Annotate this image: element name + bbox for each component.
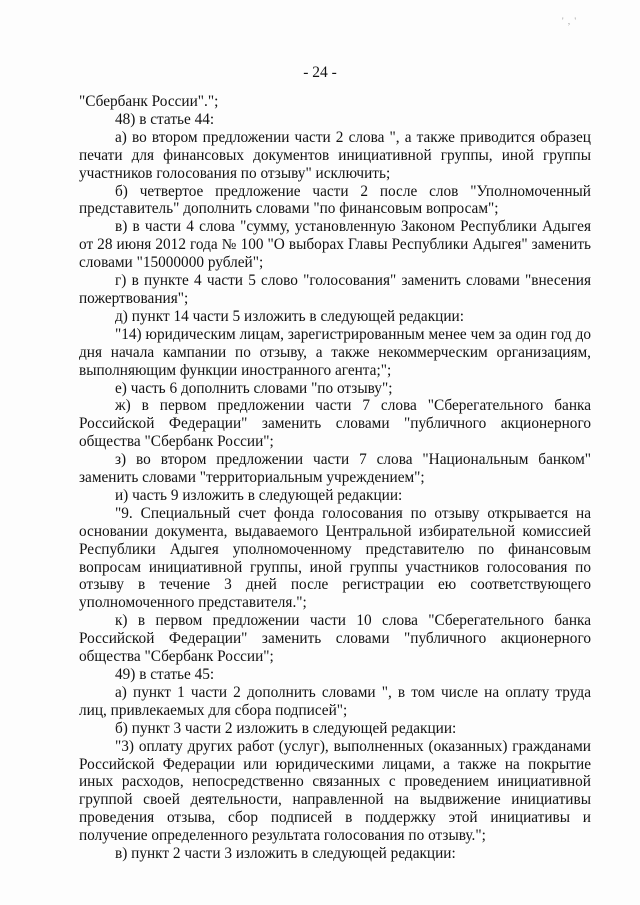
document-body <box>79 93 591 863</box>
paragraph: "9. Специальный счет фонда голосования по отзыву открывается на основании документа, выдаваемого Центральной избирательной комиссией Республики Адыгея уполномоченному представителю по финансовым вопросам инициативной группы, иной группы участников голосования по отзыву в течение 3 дней после регистрации ею соответствующего уполномоченного представителя."; <box>79 504 591 612</box>
paragraph: е) часть 6 дополнить словами "по отзыву"; <box>115 379 393 397</box>
paragraph: а) пункт 1 части 2 дополнить словами ", в том числе на оплату труда лиц, привлекаемых для сбора подписей"; <box>79 683 591 719</box>
paragraph: в) пункт 2 части 3 изложить в следующей редакции: <box>115 845 456 863</box>
paragraph: в) в части 4 слова "сумму, установленную Законом Республики Адыгея от 28 июня 2012 года № 100 "О выборах Главы Республики Адыгея" заменить словами "15000000 рублей"; <box>79 218 591 272</box>
paragraph: "Сбербанк России"."; <box>79 93 219 110</box>
paragraph: а) во втором предложении части 2 слова ", а также приводится образец печати для финансовых документов инициативной группы, иной группы участников голосования по отзыву" исключить; <box>79 128 591 182</box>
paragraph: 49) в статье 45: <box>115 666 215 683</box>
paragraph: з) во втором предложении части 7 слова "Национальным банком" заменить словами "территориальным учреждением"; <box>79 451 591 487</box>
paragraph: 48) в статье 44: <box>115 110 215 128</box>
paragraph: ж) в первом предложении части 7 слова "Сберегательного банка Российской Федерации" заменить словами "публичного акционерного общества "Сбербанк России"; <box>79 397 591 451</box>
paragraph: г) в пункте 4 части 5 слово "голосования" заменить словами "внесения пожертвования"; <box>79 272 591 307</box>
paragraph: и) часть 9 изложить в следующей редакции: <box>115 486 403 504</box>
paragraph: "3) оплату других работ (услуг), выполненных (оказанных) гражданами Российской Федерации или юридическими лицами, а также на покрытие иных расходов, непосредственно связанных с проведением инициативной группой своей деятельности, направленной на выдвижение инициативы проведения отзыва, сбор подписей в поддержку этой инициативы и получение определенного результата голосования по отзыву."; <box>79 737 591 845</box>
paragraph: "14) юридическим лицам, зарегистрированным менее чем за один год до дня начала кампании по отзыву, а также некоммерческим организациям, выполняющим функции иностранного агента;"; <box>79 325 591 379</box>
paragraph: б) пункт 3 части 2 изложить в следующей редакции: <box>115 719 457 737</box>
paragraph: б) четвертое предложение части 2 после слов "Уполномоченный представитель" дополнить словами "по финансовым вопросам"; <box>79 182 591 218</box>
paragraph: д) пункт 14 части 5 изложить в следующей редакции: <box>115 307 464 325</box>
page-number: - 24 - <box>303 64 337 81</box>
paragraph: к) в первом предложении части 10 слова "Сберегательного банка Российской Федерации" заменить словами "публичного акционерного общества "Сбербанк России"; <box>79 612 591 666</box>
scan-artifact: ' , ' <box>562 16 577 26</box>
